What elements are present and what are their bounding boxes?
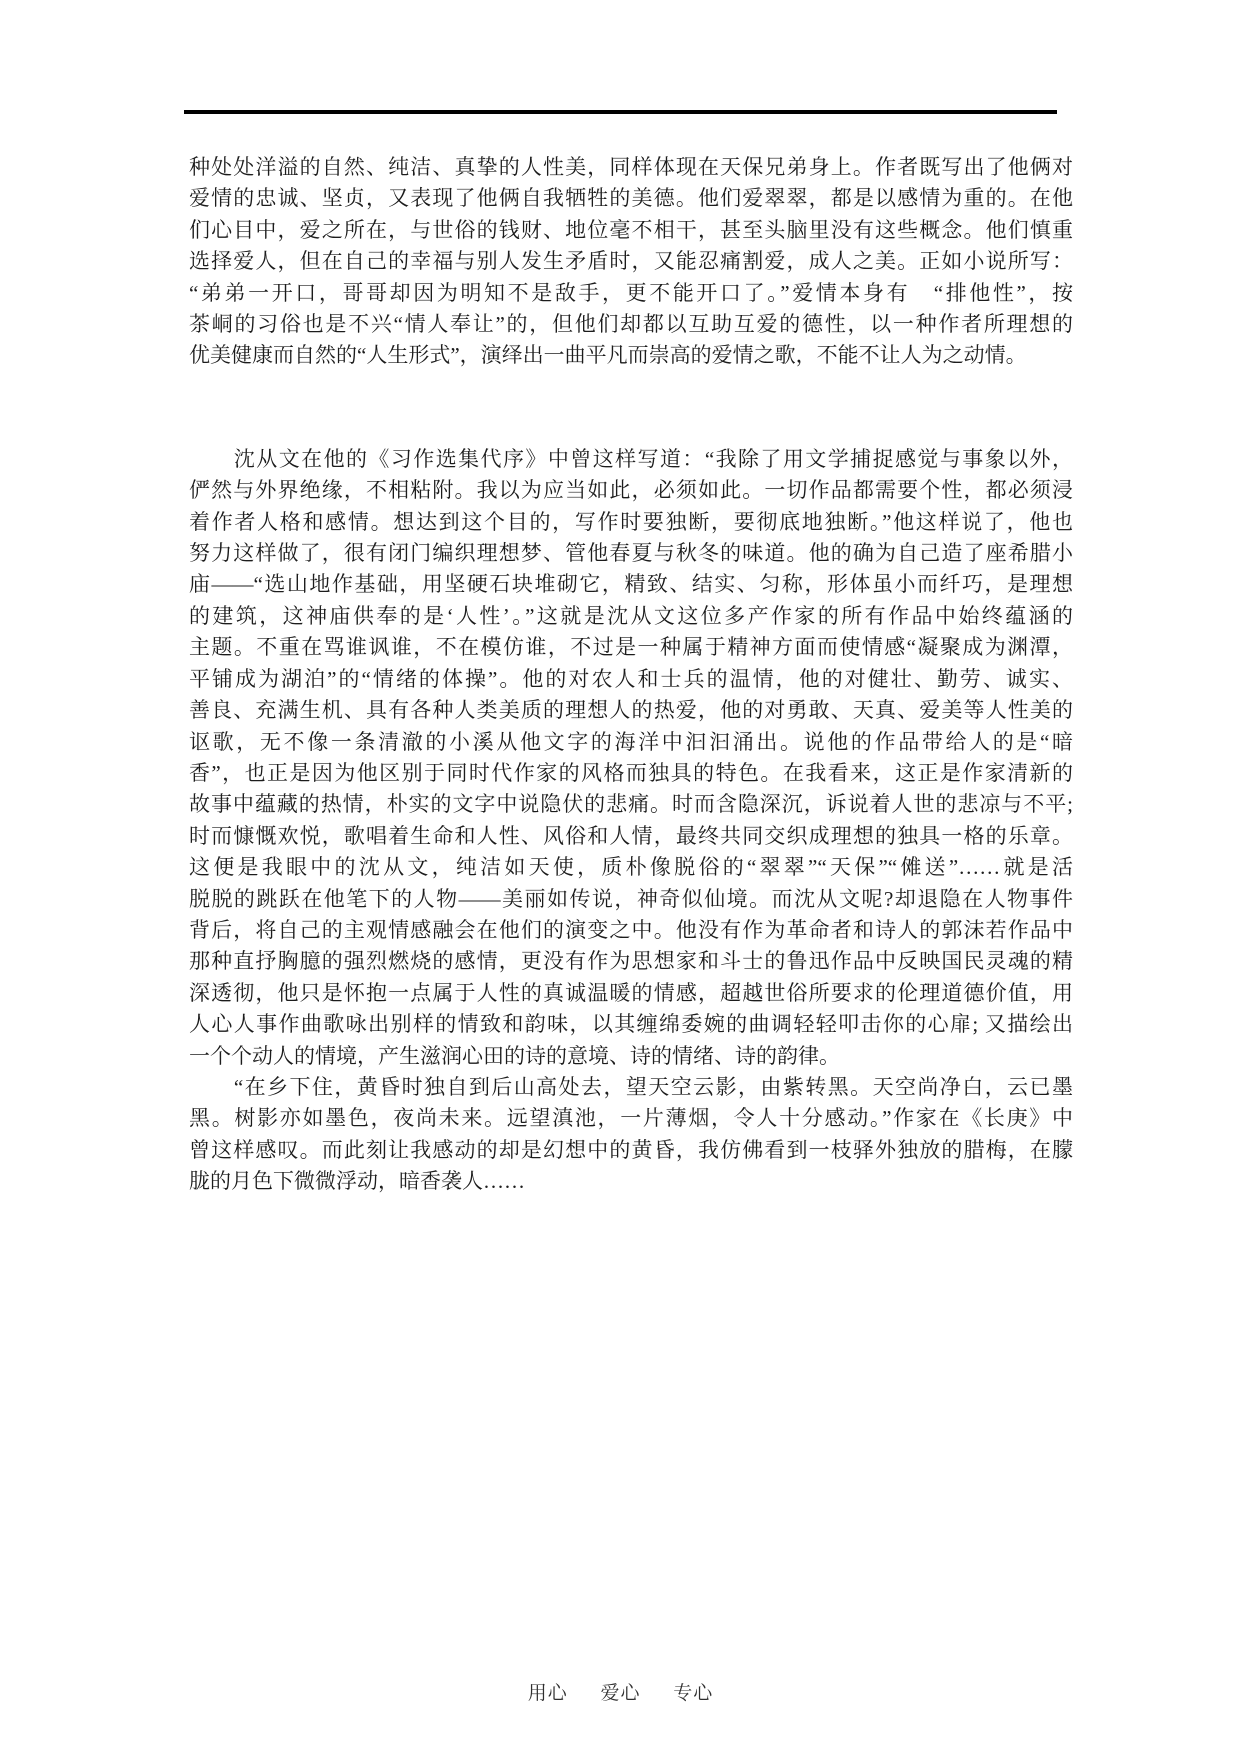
footer-item: 用心: [527, 1683, 568, 1704]
text-line: 曾这样感叹。而此刻让我感动的却是幻想中的黄昏，我仿佛看到一枝驿外独放的腊梅，在朦: [189, 1137, 1073, 1162]
text-line: 努力这样做了，很有闭门编织理想梦、管他春夏与秋冬的味道。他的确为自己造了座希腊小: [189, 541, 1073, 566]
footer-item: 爱心: [600, 1683, 641, 1704]
text-line: 的建筑，这神庙供奉的是‘人性’。”这就是沈从文这位多产作家的所有作品中始终蕴涵的: [189, 603, 1073, 628]
text-line: 故事中蕴藏的热情，朴实的文字中说隐伏的悲痛。时而含隐深沉，诉说着人世的悲凉与不平;: [189, 792, 1073, 817]
text-line: 那种直抒胸臆的强烈燃烧的感情，更没有作为思想家和斗士的鲁迅作品中反映国民灵魂的精: [189, 949, 1073, 974]
paragraph: [189, 444, 1073, 1072]
text-line: 深透彻，他只是怀抱一点属于人性的真诚温暖的情感，超越世俗所要求的伦理道德价值，用: [189, 980, 1073, 1005]
text-line: 一个个动人的情境，产生滋润心田的诗的意境、诗的情绪、诗的韵律。: [189, 1043, 840, 1068]
paragraph: [189, 152, 1073, 372]
text-line: 选择爱人，但在自己的幸福与别人发生矛盾时，又能忍痛割爱，成人之美。正如小说所写：: [189, 249, 1073, 274]
body-text: [189, 152, 1073, 1198]
text-line: 善良、充满生机、具有各种人类美质的理想人的热爱，他的对勇敢、天真、爱美等人性美的: [189, 698, 1073, 723]
text-line: 脱脱的跳跃在他笔下的人物——美丽如传说，神奇似仙境。而沈从文呢?却退隐在人物事件: [189, 886, 1073, 911]
footer-item: 专心: [673, 1683, 714, 1704]
text-line: 背后，将自己的主观情感融会在他们的演变之中。他没有作为革命者和诗人的郭沫若作品中: [189, 917, 1073, 942]
text-line: “在乡下住，黄昏时独自到后山高处去，望天空云影，由紫转黑。天空尚净白，云已墨: [189, 1074, 1073, 1099]
text-line: 俨然与外界绝缘，不相粘附。我以为应当如此，必须如此。一切作品都需要个性，都必须浸: [189, 478, 1073, 503]
text-line: 主题。不重在骂谁讽谁，不在模仿谁，不过是一种属于精神方面而使情感“凝聚成为渊潭，: [189, 635, 1073, 660]
text-line: “弟弟一开口，哥哥却因为明知不是敌手，更不能开口了。”爱情本身有 “排他性”，按: [189, 280, 1073, 305]
text-line: 香”，也正是因为他区别于同时代作家的风格而独具的特色。在我看来，这正是作家清新的: [189, 760, 1073, 785]
paragraph: [189, 1072, 1073, 1198]
text-line: 黑。树影亦如墨色，夜尚未来。远望滇池，一片薄烟，令人十分感动。”作家在《长庚》中: [189, 1106, 1073, 1131]
text-line: 平铺成为湖泊”的“情绪的体操”。他的对农人和士兵的温情，他的对健壮、勤劳、诚实、: [189, 666, 1073, 691]
text-line: 庙——“选山地作基础，用坚硬石块堆砌它，精致、结实、匀称，形体虽小而纤巧，是理想: [189, 572, 1073, 597]
text-line: 着作者人格和感情。想达到这个目的，写作时要独断，要彻底地独断。”他这样说了，他也: [189, 509, 1073, 534]
text-line: 种处处洋溢的自然、纯洁、真挚的人性美，同样体现在天保兄弟身上。作者既写出了他俩对: [189, 155, 1073, 179]
text-line: 人心人事作曲歌咏出别样的情致和韵味，以其缠绵委婉的曲调轻轻叩击你的心扉; 又描绘出: [189, 1012, 1073, 1037]
header-rule: [184, 110, 1057, 114]
text-line: 胧的月色下微微浮动，暗香袭人……: [189, 1169, 525, 1194]
text-line: 沈从文在他的《习作选集代序》中曾这样写道：“我除了用文学捕捉感觉与事象以外，: [189, 446, 1073, 471]
text-line: 们心目中，爱之所在，与世俗的钱财、地位毫不相干，甚至头脑里没有这些概念。他们慎重: [189, 217, 1073, 242]
text-line: 优美健康而自然的“人生形式”，演绎出一曲平凡而崇高的爱情之歌，不能不让人为之动情。: [189, 343, 1027, 368]
page-footer: [0, 1678, 1241, 1705]
text-line: 讴歌，无不像一条清澈的小溪从他文字的海洋中汩汩涌出。说他的作品带给人的是“暗: [189, 729, 1073, 754]
text-line: 爱情的忠诚、坚贞，又表现了他俩自我牺牲的美德。他们爱翠翠，都是以感情为重的。在他: [189, 186, 1073, 211]
text-line: 时而慷慨欢悦，歌唱着生命和人性、风俗和人情，最终共同交织成理想的独具一格的乐章。: [189, 823, 1073, 848]
text-line: 茶峒的习俗也是不兴“情人奉让”的，但他们却都以互助互爱的德性，以一种作者所理想的: [189, 312, 1073, 337]
text-line: 这便是我眼中的沈从文，纯洁如天使，质朴像脱俗的“翠翠”“天保”“傩送”……就是活: [189, 855, 1073, 880]
